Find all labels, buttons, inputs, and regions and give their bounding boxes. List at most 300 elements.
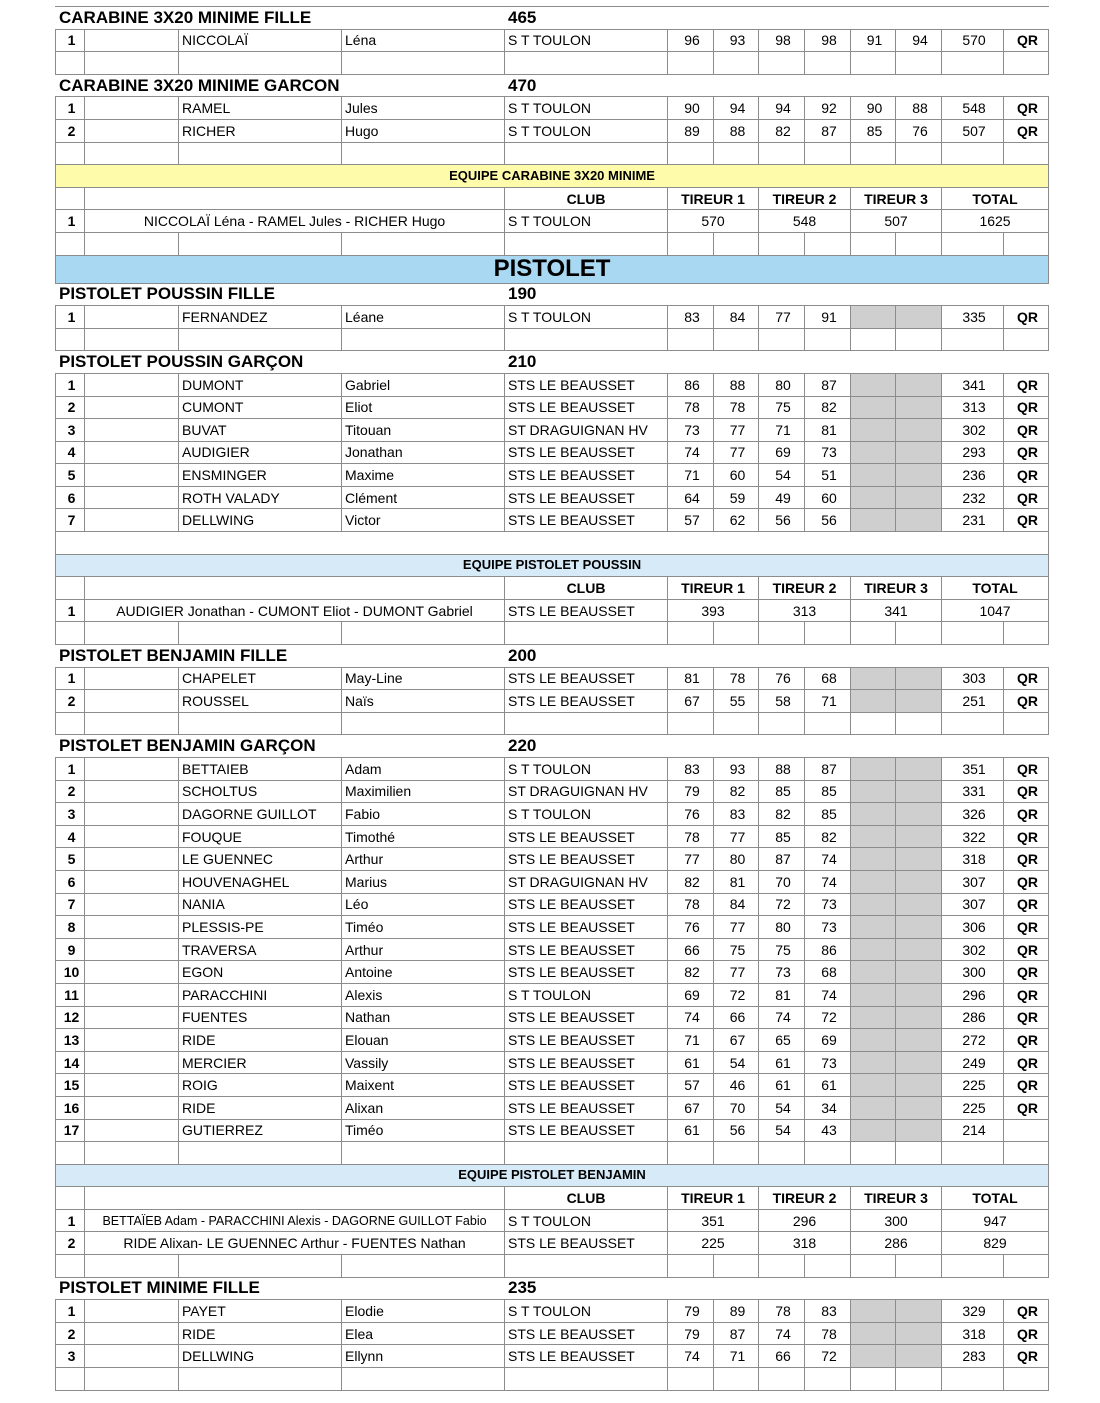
first-name: Adam	[342, 758, 505, 781]
first-name: Timéo	[342, 916, 505, 939]
series-score: 74	[805, 848, 851, 871]
empty-cell	[85, 622, 179, 645]
shooter1-score: 351	[668, 1209, 759, 1232]
club: ST DRAGUIGNAN HV	[505, 870, 668, 893]
last-name: RIDE	[179, 1096, 342, 1119]
total-score: 302	[942, 938, 1004, 961]
last-name: PAYET	[179, 1300, 342, 1323]
total-score: 351	[942, 758, 1004, 781]
empty-series-cell	[851, 690, 896, 713]
series-score: 84	[714, 306, 759, 329]
empty-cell	[896, 712, 942, 735]
series-score: 57	[668, 509, 714, 532]
empty-cell	[759, 142, 805, 165]
result-row	[56, 509, 1049, 532]
empty-cell	[942, 622, 1004, 645]
result-row	[56, 464, 1049, 487]
total-score: 307	[942, 893, 1004, 916]
licence-cell	[85, 780, 179, 803]
team-total: 829	[942, 1232, 1049, 1255]
rank: 2	[56, 690, 85, 713]
empty-series-cell	[851, 486, 896, 509]
total-score: 313	[942, 396, 1004, 419]
first-name: Vassily	[342, 1051, 505, 1074]
category-header	[56, 74, 1049, 97]
total-score: 293	[942, 441, 1004, 464]
result-row	[56, 486, 1049, 509]
series-score: 85	[851, 119, 896, 142]
empty-series-cell	[896, 780, 942, 803]
club: S T TOULON	[505, 306, 668, 329]
empty-series-cell	[896, 690, 942, 713]
first-name: May-Line	[342, 667, 505, 690]
result-row	[56, 1322, 1049, 1345]
result-row	[56, 441, 1049, 464]
empty-cell	[56, 1187, 85, 1210]
series-score: 80	[714, 848, 759, 871]
last-name: BETTAIEB	[179, 758, 342, 781]
series-score: 72	[714, 983, 759, 1006]
first-name: Elodie	[342, 1300, 505, 1323]
empty-cell	[56, 142, 85, 165]
total-score: 272	[942, 1029, 1004, 1052]
empty-row	[56, 232, 1049, 255]
licence-cell	[85, 893, 179, 916]
empty-cell	[805, 1368, 851, 1391]
qualified-mark: QR	[1004, 1300, 1049, 1323]
empty-cell	[56, 1368, 85, 1391]
series-score: 49	[759, 486, 805, 509]
licence-cell	[85, 97, 179, 120]
club: S T TOULON	[505, 97, 668, 120]
empty-cell	[342, 1255, 505, 1278]
empty-cell	[505, 52, 668, 75]
qualified-mark: QR	[1004, 1029, 1049, 1052]
licence-cell	[85, 441, 179, 464]
result-row	[56, 780, 1049, 803]
club: STS LE BEAUSSET	[505, 441, 668, 464]
licence-cell	[85, 1119, 179, 1142]
empty-row	[56, 52, 1049, 75]
result-row	[56, 396, 1049, 419]
first-name: Naïs	[342, 690, 505, 713]
first-name: Arthur	[342, 938, 505, 961]
empty-series-cell	[896, 419, 942, 442]
empty-cell	[505, 622, 668, 645]
empty-series-cell	[896, 825, 942, 848]
licence-cell	[85, 758, 179, 781]
result-row	[56, 690, 1049, 713]
qualified-mark: QR	[1004, 916, 1049, 939]
series-score: 70	[759, 870, 805, 893]
empty-series-cell	[851, 396, 896, 419]
club: STS LE BEAUSSET	[505, 938, 668, 961]
total-score: 225	[942, 1074, 1004, 1097]
first-name: Léane	[342, 306, 505, 329]
empty-series-cell	[896, 758, 942, 781]
club: STS LE BEAUSSET	[505, 1006, 668, 1029]
club: STS LE BEAUSSET	[505, 1322, 668, 1345]
series-score: 84	[714, 893, 759, 916]
empty-row	[56, 328, 1049, 351]
series-score: 67	[668, 1096, 714, 1119]
qualification-score: 465	[505, 7, 1049, 30]
qualified-mark: QR	[1004, 441, 1049, 464]
category-title: PISTOLET POUSSIN FILLE	[56, 283, 505, 306]
result-row	[56, 306, 1049, 329]
total-score: 296	[942, 983, 1004, 1006]
empty-cell	[851, 142, 896, 165]
last-name: RIDE	[179, 1322, 342, 1345]
empty-cell	[714, 712, 759, 735]
total-score: 214	[942, 1119, 1004, 1142]
empty-series-cell	[896, 441, 942, 464]
empty-cell	[179, 712, 342, 735]
rank: 9	[56, 938, 85, 961]
series-score: 93	[714, 29, 759, 52]
series-score: 87	[805, 373, 851, 396]
empty-cell	[759, 1255, 805, 1278]
first-name: Ellynn	[342, 1345, 505, 1368]
licence-cell	[85, 848, 179, 871]
empty-cell	[85, 1255, 179, 1278]
qualified-mark: QR	[1004, 803, 1049, 826]
qualified-mark: QR	[1004, 1006, 1049, 1029]
series-score: 51	[805, 464, 851, 487]
licence-cell	[85, 373, 179, 396]
empty-cell	[505, 232, 668, 255]
shooter3-score: 507	[851, 210, 942, 233]
empty-cell	[56, 712, 85, 735]
series-score: 88	[714, 119, 759, 142]
last-name: ROTH VALADY	[179, 486, 342, 509]
empty-cell	[714, 1255, 759, 1278]
last-name: FERNANDEZ	[179, 306, 342, 329]
series-score: 43	[805, 1119, 851, 1142]
series-score: 87	[714, 1322, 759, 1345]
series-score: 34	[805, 1096, 851, 1119]
result-row	[56, 848, 1049, 871]
series-score: 67	[714, 1029, 759, 1052]
total-score: 225	[942, 1096, 1004, 1119]
series-score: 61	[668, 1051, 714, 1074]
empty-cell	[759, 232, 805, 255]
series-score: 75	[759, 396, 805, 419]
qualified-mark: QR	[1004, 1074, 1049, 1097]
club: S T TOULON	[505, 983, 668, 1006]
club: STS LE BEAUSSET	[505, 1096, 668, 1119]
empty-cell	[805, 142, 851, 165]
empty-cell	[896, 328, 942, 351]
empty-cell	[942, 1255, 1004, 1278]
shooter1-header: TIREUR 1	[668, 1187, 759, 1210]
series-score: 73	[805, 1051, 851, 1074]
series-score: 93	[714, 758, 759, 781]
rank: 1	[56, 97, 85, 120]
licence-cell	[85, 690, 179, 713]
last-name: DELLWING	[179, 509, 342, 532]
empty-series-cell	[896, 803, 942, 826]
qualification-score: 235	[505, 1277, 1049, 1300]
last-name: RIDE	[179, 1029, 342, 1052]
result-row	[56, 29, 1049, 52]
qualified-mark: QR	[1004, 29, 1049, 52]
empty-cell	[759, 712, 805, 735]
empty-series-cell	[896, 396, 942, 419]
series-score: 72	[805, 1006, 851, 1029]
team-members: BETTAÏEB Adam - PARACCHINI Alexis - DAGORNE GUILLOT Fabio	[85, 1209, 505, 1232]
empty-cell	[179, 328, 342, 351]
empty-cell	[759, 52, 805, 75]
series-score: 83	[805, 1300, 851, 1323]
empty-series-cell	[851, 464, 896, 487]
empty-cell	[805, 52, 851, 75]
first-name: Marius	[342, 870, 505, 893]
first-name: Maxime	[342, 464, 505, 487]
last-name: TRAVERSA	[179, 938, 342, 961]
empty-series-cell	[896, 983, 942, 1006]
empty-series-cell	[851, 848, 896, 871]
last-name: LE GUENNEC	[179, 848, 342, 871]
empty-cell	[342, 142, 505, 165]
rank: 5	[56, 464, 85, 487]
series-score: 88	[714, 373, 759, 396]
series-score: 68	[805, 667, 851, 690]
total-score: 507	[942, 119, 1004, 142]
empty-cell	[85, 328, 179, 351]
team-members: NICCOLAÏ Léna - RAMEL Jules - RICHER Hugo	[85, 210, 505, 233]
first-name: Léo	[342, 893, 505, 916]
qualified-mark: QR	[1004, 690, 1049, 713]
empty-cell	[759, 622, 805, 645]
total-score: 331	[942, 780, 1004, 803]
shooter2-score: 318	[759, 1232, 851, 1255]
first-name: Titouan	[342, 419, 505, 442]
last-name: SCHOLTUS	[179, 780, 342, 803]
series-score: 77	[714, 419, 759, 442]
club: S T TOULON	[505, 119, 668, 142]
series-score: 98	[759, 29, 805, 52]
first-name: Alixan	[342, 1096, 505, 1119]
qualified-mark: QR	[1004, 464, 1049, 487]
club-header: CLUB	[505, 577, 668, 600]
series-score: 62	[714, 509, 759, 532]
empty-cell	[942, 142, 1004, 165]
series-score: 81	[668, 667, 714, 690]
result-row	[56, 961, 1049, 984]
series-score: 55	[714, 690, 759, 713]
empty-cell	[179, 1142, 342, 1165]
result-row	[56, 119, 1049, 142]
empty-series-cell	[851, 1322, 896, 1345]
series-score: 79	[668, 1322, 714, 1345]
series-score: 61	[668, 1119, 714, 1142]
licence-cell	[85, 1322, 179, 1345]
first-name: Fabio	[342, 803, 505, 826]
series-score: 61	[759, 1051, 805, 1074]
series-score: 81	[714, 870, 759, 893]
total-score: 307	[942, 870, 1004, 893]
empty-cell	[942, 1368, 1004, 1391]
empty-cell	[85, 52, 179, 75]
club: S T TOULON	[505, 1209, 668, 1232]
category-title: CARABINE 3X20 MINIME GARCON	[56, 74, 505, 97]
shooter2-score: 296	[759, 1209, 851, 1232]
series-score: 76	[759, 667, 805, 690]
last-name: PARACCHINI	[179, 983, 342, 1006]
empty-cell	[342, 1142, 505, 1165]
licence-cell	[85, 1074, 179, 1097]
series-score: 94	[714, 97, 759, 120]
empty-series-cell	[851, 441, 896, 464]
empty-series-cell	[851, 916, 896, 939]
licence-cell	[85, 1051, 179, 1074]
licence-cell	[85, 1006, 179, 1029]
result-row	[56, 870, 1049, 893]
qualified-mark: QR	[1004, 373, 1049, 396]
empty-cell	[342, 328, 505, 351]
series-score: 90	[851, 97, 896, 120]
total-score: 286	[942, 1006, 1004, 1029]
series-score: 78	[759, 1300, 805, 1323]
series-score: 98	[805, 29, 851, 52]
category-title: PISTOLET BENJAMIN FILLE	[56, 645, 505, 668]
empty-cell	[1004, 232, 1049, 255]
qualified-mark: QR	[1004, 961, 1049, 984]
rank: 3	[56, 1345, 85, 1368]
empty-cell	[668, 1368, 714, 1391]
licence-cell	[85, 29, 179, 52]
empty-series-cell	[851, 1119, 896, 1142]
club: STS LE BEAUSSET	[505, 848, 668, 871]
series-score: 82	[805, 396, 851, 419]
first-name: Jonathan	[342, 441, 505, 464]
last-name: DELLWING	[179, 1345, 342, 1368]
shooter1-score: 570	[668, 210, 759, 233]
club: STS LE BEAUSSET	[505, 961, 668, 984]
empty-cell	[56, 187, 85, 210]
result-row	[56, 825, 1049, 848]
series-score: 73	[805, 441, 851, 464]
rank: 14	[56, 1051, 85, 1074]
series-score: 76	[668, 916, 714, 939]
series-score: 69	[759, 441, 805, 464]
result-row	[56, 803, 1049, 826]
total-header: TOTAL	[942, 187, 1049, 210]
club: STS LE BEAUSSET	[505, 396, 668, 419]
team-title: EQUIPE PISTOLET POUSSIN	[56, 554, 1049, 577]
qualification-score: 190	[505, 283, 1049, 306]
rank: 1	[56, 373, 85, 396]
rank: 2	[56, 1232, 85, 1255]
club: STS LE BEAUSSET	[505, 486, 668, 509]
total-score: 249	[942, 1051, 1004, 1074]
results-sheet	[55, 6, 1048, 1391]
result-row	[56, 1096, 1049, 1119]
category-header	[56, 735, 1049, 758]
rank: 6	[56, 486, 85, 509]
empty-series-cell	[851, 780, 896, 803]
empty-cell	[805, 712, 851, 735]
empty-cell	[1004, 1142, 1049, 1165]
empty-cell	[668, 52, 714, 75]
club: S T TOULON	[505, 758, 668, 781]
qualified-mark: QR	[1004, 983, 1049, 1006]
shooter3-score: 341	[851, 599, 942, 622]
series-score: 91	[851, 29, 896, 52]
last-name: RAMEL	[179, 97, 342, 120]
club: STS LE BEAUSSET	[505, 825, 668, 848]
team-members: RIDE Alixan- LE GUENNEC Arthur - FUENTES Nathan	[85, 1232, 505, 1255]
team-row	[56, 210, 1049, 233]
club: STS LE BEAUSSET	[505, 1345, 668, 1368]
licence-cell	[85, 119, 179, 142]
series-score: 56	[714, 1119, 759, 1142]
qualified-mark: QR	[1004, 119, 1049, 142]
total-score: 548	[942, 97, 1004, 120]
series-score: 89	[668, 119, 714, 142]
empty-cell	[896, 1255, 942, 1278]
rank: 2	[56, 119, 85, 142]
series-score: 86	[668, 373, 714, 396]
empty-series-cell	[896, 1051, 942, 1074]
series-score: 82	[668, 961, 714, 984]
first-name: Maximilien	[342, 780, 505, 803]
series-score: 54	[714, 1051, 759, 1074]
licence-cell	[85, 961, 179, 984]
last-name: DUMONT	[179, 373, 342, 396]
club: STS LE BEAUSSET	[505, 1119, 668, 1142]
rank: 15	[56, 1074, 85, 1097]
empty-series-cell	[851, 1051, 896, 1074]
series-score: 72	[805, 1345, 851, 1368]
last-name: RICHER	[179, 119, 342, 142]
club: STS LE BEAUSSET	[505, 599, 668, 622]
first-name: Gabriel	[342, 373, 505, 396]
result-row	[56, 758, 1049, 781]
series-score: 78	[714, 667, 759, 690]
empty-cell	[85, 1368, 179, 1391]
empty-cell	[85, 712, 179, 735]
qualified-mark: QR	[1004, 1322, 1049, 1345]
result-row	[56, 1300, 1049, 1323]
empty-cell	[505, 328, 668, 351]
empty-cell	[805, 1255, 851, 1278]
team-total: 1047	[942, 599, 1049, 622]
total-header: TOTAL	[942, 577, 1049, 600]
result-row	[56, 983, 1049, 1006]
series-score: 64	[668, 486, 714, 509]
club: STS LE BEAUSSET	[505, 373, 668, 396]
empty-cell	[179, 142, 342, 165]
club-header: CLUB	[505, 187, 668, 210]
empty-series-cell	[851, 373, 896, 396]
empty-cell	[851, 622, 896, 645]
qualification-score: 470	[505, 74, 1049, 97]
series-score: 78	[668, 396, 714, 419]
empty-series-cell	[851, 870, 896, 893]
team-header-row	[56, 577, 1049, 600]
category-header	[56, 1277, 1049, 1300]
last-name: CUMONT	[179, 396, 342, 419]
total-score: 322	[942, 825, 1004, 848]
empty-cell	[505, 712, 668, 735]
team-title: EQUIPE PISTOLET BENJAMIN	[56, 1164, 1049, 1187]
shooter2-header: TIREUR 2	[759, 577, 851, 600]
team-title-row	[56, 1164, 1049, 1187]
empty-cell	[714, 142, 759, 165]
rank: 10	[56, 961, 85, 984]
